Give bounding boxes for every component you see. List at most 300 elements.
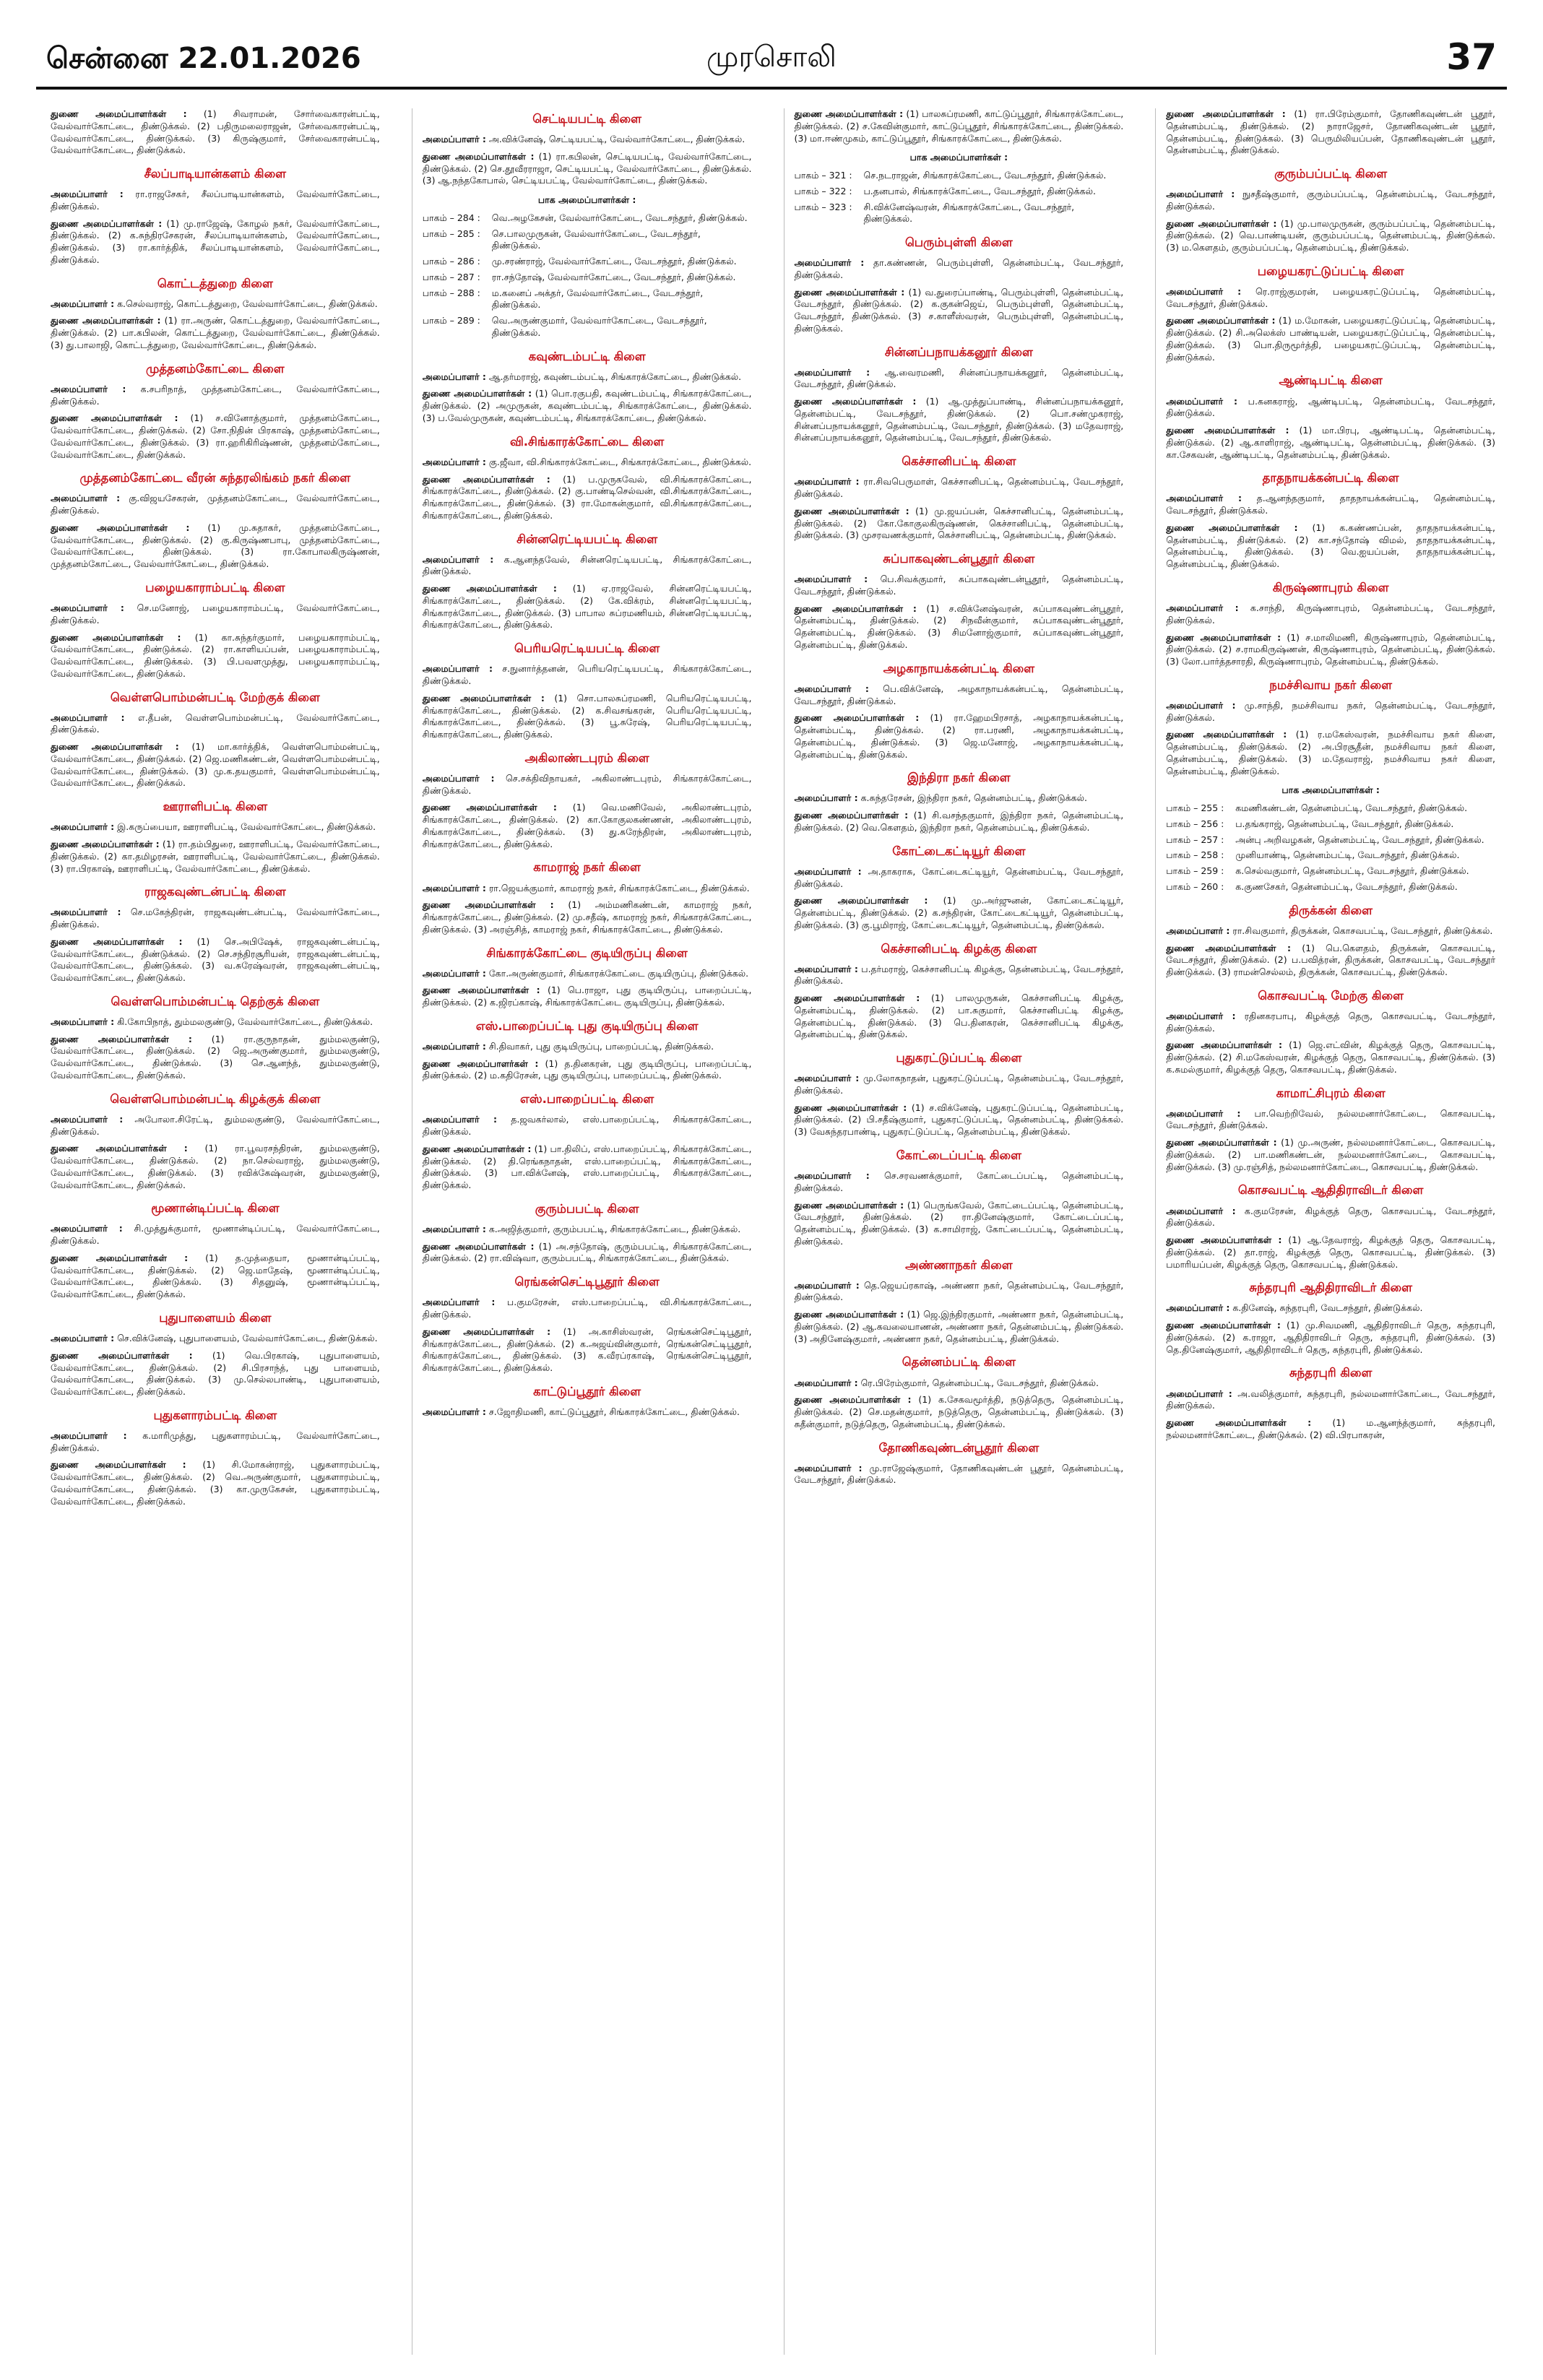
member-names: சி.முத்துக்குமார், மூணான்டிப்பட்டி, வேல்வார்கோட்டை, திண்டுக்கல். <box>51 1223 380 1247</box>
branch-title: கோட்டைப்பட்டி கிளை <box>896 1148 1022 1162</box>
role-label: துணை அமைப்பாளர்கள் : <box>794 505 909 516</box>
branch-title: தென்னம்பட்டி கிளை <box>902 1355 1016 1369</box>
branch-section <box>795 1440 1124 1487</box>
member-names: க.அஜித்குமார், குரும்பபட்டி, சிங்காரக்கோட்டை, திண்டுக்கல். <box>488 1223 741 1234</box>
branch-section <box>1166 903 1495 979</box>
branch-section <box>51 1200 380 1301</box>
member-entry <box>423 388 752 424</box>
role-label: அமைப்பாளர் : <box>422 772 495 784</box>
role-label: துணை அமைப்பாளர்கள் : <box>51 412 178 424</box>
role-label: அமைப்பாளர் : <box>51 1333 115 1344</box>
member-names: கு.ஜீவா, வி.சிங்காரக்கோட்டை, சிங்காரக்கோட்டை, திண்டுக்கல். <box>488 456 752 467</box>
role-label: அமைப்பாளர் : <box>794 1170 870 1182</box>
member-names: (1) ரா.கபிலன், செட்டியபட்டி, வேல்வார்கோட்டை, திண்டுக்கல். (2) செ.தூவீரராஜா, செட்டியபட்டி, வேல்வார்கோட்டை, திண்டுக்கல். (3) ஆ.நந்தகோபால், செட்டியபட்டி, வேல்வார்கோட்டை, திண்டுக்கல். <box>422 150 752 186</box>
branch-title: ரெங்கன்செட்டிபூதூர் கிளை <box>514 1275 660 1289</box>
member-entry <box>1166 602 1495 627</box>
booth-coordinators-heading: பாக அமைப்பாளர்கள் : <box>1281 784 1380 796</box>
branch-section <box>1166 1280 1495 1356</box>
role-label: துணை அமைப்பாளர்கள் : <box>422 1143 532 1154</box>
member-names: (1) ஆ.தேவராஜ், கிழக்குத் தெரு, கொசவபட்டி, திண்டுக்கல். (2) தா.ராஜ், கிழக்குத் தெரு, கொசவபட்டி, திண்டுக்கல். (3) பமாரியப்பன், கிழக்குத் தெரு, கொசவபட்டி, திண்டுக்கல். <box>1166 1234 1495 1270</box>
role-label: துணை அமைப்பாளர்கள் : <box>51 315 161 326</box>
branch-section <box>795 844 1124 932</box>
booth-coordinator: வெ.அருண்குமார், வேல்வார்கோட்டை, வேடசந்தூர், திண்டுக்கல். <box>491 315 707 338</box>
member-names: கோ.அருண்குமார், சிங்காரக்கோட்டை குடியிருப்பு, திண்டுக்கல். <box>488 967 749 979</box>
role-label: துணை அமைப்பாளர்கள் : <box>422 802 557 813</box>
role-label: அமைப்பாளர் : <box>51 1113 124 1125</box>
member-names: எ.தீபன், வெள்ளபொம்மன்பட்டி, வேல்வார்கோட்டை, திண்டுக்கல். <box>51 711 380 735</box>
member-names: ரா.ராஜசேகர், சீலப்பாடியான்களம், வேல்வார்கோட்டை, திண்டுக்கல். <box>51 189 380 212</box>
role-label: துணை அமைப்பாளர்கள் : <box>422 899 554 911</box>
member-entry <box>1166 189 1495 213</box>
member-names: (1) த.தினகரன், புது குடியிருப்பு, பாறைப்பட்டி, திண்டுக்கல். (2) ம.கதிரேசன், புது குடியிருப்பு, பாறைப்பட்டி, திண்டுக்கல். <box>422 1057 752 1081</box>
role-label: அமைப்பாளர் : <box>51 821 115 833</box>
member-names: மு.லோகநாதன், புதுகரட்டுப்பட்டி, தென்னம்பட்டி, வேடசந்தூர், திண்டுக்கல். <box>794 1073 1124 1096</box>
booth-number: பாகம் – 255 : <box>1166 802 1224 814</box>
member-entry <box>795 603 1124 652</box>
branch-section <box>795 108 1124 225</box>
role-label: துணை அமைப்பாளர்கள் : <box>51 935 183 947</box>
role-label: துணை அமைப்பாளர்கள் : <box>51 108 187 119</box>
member-entry <box>1166 522 1495 571</box>
member-names: (1) ச.மாலிமணி, கிருஷ்ணாபுரம், தென்னம்பட்டி, திண்டுக்கல். (2) ச.ராமகிருஷ்ணன், கிருஷ்ணாபுரம், தென்னம்பட்டி, திண்டுக்கல். (3) லோ.பார்த்தசாரதி, கிருஷ்ணாபுரம், தென்னம்பட்டி, திண்டுக்கல். <box>1166 631 1495 667</box>
branch-title: தோணிகவுண்டன்பூதூர் கிளை <box>878 1440 1040 1455</box>
branch-section <box>51 690 380 790</box>
branch-title: சுந்தரபுரி ஆதிதிராவிடர் கிளை <box>1249 1281 1413 1295</box>
member-entry <box>795 476 1124 501</box>
member-entry <box>423 456 752 469</box>
member-names: செ.சக்திவிநாயகர், அகிலாண்டபுரம், சிங்காரக்கோட்டை, திண்டுக்கல். <box>422 772 752 796</box>
member-names: (1) ஜெ.எட்வின், கிழக்குத் தெரு, கொசவபட்டி, திண்டுக்கல். (2) சி.மகேஸ்வரன், கிழக்குத் தெரு, கொசவபட்டி, திண்டுக்கல். (3) க.சுமல்குமார், கிழக்குத் தெரு, கொசவபட்டி, திண்டுக்கல். <box>1166 1039 1495 1075</box>
member-names: ரெ.ராஜ்குமரன், பழையகரட்டுப்பட்டி, தென்னம்பட்டி, வேடசந்தூர், திண்டுக்கல். <box>1166 285 1495 309</box>
member-names: பெ.சிவக்குமார், சுப்பாகவுண்டன்பூதூர், தென்னம்பட்டி, வேடசந்தூர், திண்டுக்கல். <box>794 574 1124 597</box>
branch-section <box>795 770 1124 834</box>
member-names: (1) வெ.மணிவேல், அகிலாண்டபுரம், சிங்காரக்கோட்டை, திண்டுக்கல். (2) கா.கோகுலகண்ணன், அகிலாண்டபுரம், சிங்காரக்கோட்டை, திண்டுக்கல். (3) து.சுரேந்திரன், அகிலாண்டபுரம், சிங்காரக்கோட்டை, திண்டுக்கல். <box>422 802 752 849</box>
booth-row <box>795 186 1124 198</box>
branch-title: செட்டியபட்டி கிளை <box>532 112 641 126</box>
booth-row <box>1166 849 1495 862</box>
branch-section <box>423 1091 752 1192</box>
member-names: (1) பாலசுப்ரமணி, காட்டுப்பூதூர், சிங்காரக்கோட்டை, திண்டுக்கல். (2) ச.கேவின்குமார், காட்டுப்பூதூர், சிங்காரக்கோட்டை, திண்டுக்கல். (3) மா.ஈண்முகம், காட்டுப்பூதூர், சிங்காரக்கோட்டை, திண்டுக்கல். <box>794 108 1124 144</box>
role-label: அமைப்பாளர் : <box>422 1297 496 1308</box>
booth-number: பாகம் – 321 : <box>794 170 852 181</box>
role-label: அமைப்பாளர் : <box>422 371 486 382</box>
member-names: க.சுந்தரேசன், இந்திரா நகர், தென்னம்பட்டி, திண்டுக்கல். <box>860 792 1088 804</box>
member-entry <box>795 683 1124 708</box>
member-names: (1) ரா.ஹேமபிரசாத், அழகாநாயக்கன்பட்டி, தென்னம்பட்டி, திண்டுக்கல். (2) ரா.பரணி, அழகாநாயக்கன்பட்டி, தென்னம்பட்டி, திண்டுக்கல். (3) ஜெ.மனோஜ், அழகாநாயக்கன்பட்டி, தென்னம்பட்டி, திண்டுக்கல். <box>794 712 1124 760</box>
member-entry <box>1166 218 1495 254</box>
role-label: அமைப்பாளர் : <box>422 456 486 467</box>
member-entry <box>795 1073 1124 1097</box>
branch-section <box>51 166 380 267</box>
role-label: அமைப்பாளர் : <box>794 366 870 378</box>
member-entry <box>423 968 752 980</box>
branch-title: புதுபாளையம் கிளை <box>159 1310 272 1325</box>
role-label: துணை அமைப்பாளர்கள் : <box>51 1349 193 1361</box>
member-entry <box>423 693 752 741</box>
branch-section <box>423 349 752 425</box>
role-label: துணை அமைப்பாளர்கள் : <box>794 992 920 1004</box>
branch-section <box>795 235 1124 335</box>
branch-title: காட்டுப்பூதூர் கிளை <box>533 1384 641 1398</box>
member-names: க.மாரிமுத்து, புதுகளாரம்பட்டி, வேல்வார்கோட்டை, திண்டுக்கல். <box>51 1429 380 1453</box>
member-names: (1) ஏ.ராஜவேல், சின்னரெட்டியபட்டி, சிங்காரக்கோட்டை, திண்டுக்கல். (2) கே.விக்ரம், சின்னரெட்டியபட்டி, சிங்காரக்கோட்டை, திண்டுக்கல். (3) பாபால சுப்ரமணியம், சின்னரெட்டியபட்டி, சிங்காரக்கோட்டை, திண்டுக்கல். <box>422 583 752 631</box>
branch-title: திருக்கன் கிளை <box>1289 903 1373 917</box>
member-names: ரெ.பிரேம்குமார், தென்னம்பட்டி, வேடசந்தூர், திண்டுக்கல். <box>860 1377 1099 1388</box>
member-entry <box>423 1406 752 1419</box>
member-entry <box>1166 632 1495 668</box>
booth-coordinator: வெ.அழகேசன், வேல்வார்கோட்டை, வேடசந்தூர், திண்டுக்கல். <box>491 212 748 223</box>
role-label: அமைப்பாளர் : <box>422 553 494 565</box>
branch-title: சுப்பாகவுண்டன்பூதூர் கிளை <box>883 552 1035 566</box>
booth-row <box>795 170 1124 182</box>
member-entry <box>51 1333 380 1345</box>
member-entry <box>51 412 380 461</box>
member-entry <box>1166 943 1495 979</box>
member-entry <box>1166 425 1495 461</box>
member-entry <box>51 1034 380 1082</box>
booth-coordinator: க.செல்வகுமார், தென்னம்பட்டி, வேடசந்தூர், திண்டுக்கல். <box>1235 865 1469 877</box>
branch-title: கவுண்டம்பட்டி கிளை <box>528 349 646 363</box>
booth-coordinators-heading: பாக அமைப்பாளர்கள் : <box>537 194 636 206</box>
member-names: (1) அம்மணிகண்டன், காமராஜ் நகர், சிங்காரக்கோட்டை, திண்டுக்கல். (2) மு.சதீஷ், காமராஜ் நகர், சிங்காரக்கோட்டை, திண்டுக்கல். (3) அரஞ்சித், காமராஜ் நகர், சிங்காரக்கோட்டை, திண்டுக்கல். <box>422 899 752 935</box>
booth-number: பாகம் – 288 : <box>422 287 480 298</box>
role-label: துணை அமைப்பாளர்கள் : <box>794 1309 904 1320</box>
role-label: துணை அமைப்பாளர்கள் : <box>51 522 190 533</box>
member-entry <box>1166 493 1495 517</box>
branch-section <box>1166 580 1495 668</box>
role-label: துணை அமைப்பாளர்கள் : <box>1166 217 1277 229</box>
member-entry <box>1166 396 1495 420</box>
member-entry <box>423 1224 752 1236</box>
member-entry <box>1166 1011 1495 1035</box>
member-names: (1) ரா.தம்பிதுரை, ஊராளிபட்டி, வேல்வார்கோட்டை, திண்டுக்கல். (2) கா.தமிழரசன், ஊராளிபட்டி, வேல்வார்கோட்டை, திண்டுக்கல். (3) ரா.பிரகாஷ், ஊராளிபட்டி, வேல்வார்கோட்டை, திண்டுக்கல். <box>51 839 380 874</box>
branch-section <box>423 860 752 935</box>
member-entry <box>423 985 752 1009</box>
member-names: செ.மகேந்திரன், ராஜகவுண்டன்பட்டி, வேல்வார்கோட்டை, திண்டுக்கல். <box>51 906 380 930</box>
branch-title: புதுகரட்டுப்பட்டி கிளை <box>896 1051 1022 1065</box>
role-label: அமைப்பாளர் : <box>794 1073 860 1084</box>
role-label: அமைப்பாளர் : <box>794 1279 860 1291</box>
member-names: (1) ஜெ.இந்திரகுமார், அண்ணா நகர், தென்னம்பட்டி, திண்டுக்கல். (2) ஆ.கவலையாணன், அண்ணா நகர், தென்னம்பட்டி, திண்டுக்கல். (3) அதினேஷ்குமார், அண்ணா நகர், தென்னம்பட்டி, திண்டுக்கல். <box>794 1309 1124 1344</box>
role-label: துணை அமைப்பாளர்கள் : <box>794 712 920 724</box>
role-label: துணை அமைப்பாளர்கள் : <box>422 150 535 162</box>
member-entry <box>795 1170 1124 1195</box>
member-entry <box>423 1297 752 1321</box>
branch-title: புதுகளாரம்பட்டி கிளை <box>153 1408 277 1422</box>
role-label: துணை அமைப்பாளர்கள் : <box>51 741 179 753</box>
member-names: செ.சரவணக்குமார், கோட்டைப்பட்டி, தென்னம்பட்டி, திண்டுக்கல். <box>794 1170 1124 1193</box>
booth-number: பாகம் – 287 : <box>422 271 480 282</box>
member-names: (1) ம.ஆனந்த்குமார், சுந்தரபுரி, நல்லமனார்கோட்டை, திண்டுக்கல். (2) வி.பிரபாகரன், <box>1166 1417 1495 1440</box>
booth-number: பாகம் – 289 : <box>422 315 480 326</box>
member-names: பெ.விக்னேஷ், அழகாநாயக்கன்பட்டி, தென்னம்பட்டி, வேடசந்தூர், திண்டுக்கல். <box>794 683 1124 706</box>
member-names: செ.விக்னேஷ், புதுபாளையம், வேல்வார்கோட்டை, திண்டுக்கல். <box>117 1333 378 1344</box>
member-entry <box>423 1143 752 1192</box>
branch-section <box>795 661 1124 761</box>
branch-title: குரும்பப்பட்டி கிளை <box>1274 167 1388 181</box>
member-names: (1) பொ.ரகுபதி, கவுண்டம்பட்டி, சிங்காரக்கோட்டை, திண்டுக்கல். (2) அமுருகன், கவுண்டம்பட்டி, சிங்காரக்கோட்டை, திண்டுக்கல். (3) ப.வேல்முருகன், கவுண்டம்பட்டி, சிங்காரக்கோட்டை, திண்டுக்கல். <box>422 388 752 423</box>
member-entry <box>795 810 1124 834</box>
branch-title: வெள்ளபொம்மன்பட்டி மேற்குக் கிளை <box>110 690 320 704</box>
branch-title: இந்திரா நகர் கிளை <box>907 771 1011 785</box>
booth-row <box>423 228 752 253</box>
member-entry <box>51 384 380 408</box>
member-entry <box>795 1309 1124 1345</box>
role-label: துணை அமைப்பாளர்கள் : <box>794 602 917 614</box>
member-names: (1) ப.முருகவேல், வி.சிங்காரக்கோட்டை, சிங்காரக்கோட்டை, திண்டுக்கல். (2) கு.பாண்டிசெல்வன், வி.சிங்காரக்கோட்டை, சிங்காரக்கோட்டை, திண்டுக்கல். (3) ரா.மோகன்குமார், வி.சிங்காரக்கோட்டை, சிங்காரக்கோட்டை, திண்டுக்கல். <box>422 473 752 521</box>
role-label: அமைப்பாளர் : <box>51 1429 127 1441</box>
member-names: த.ஆனந்தகுமார், தாதநாயக்கன்பட்டி, தென்னம்பட்டி, வேடசந்தூர், திண்டுக்கல். <box>1166 493 1495 516</box>
member-entry <box>51 522 380 571</box>
booth-coordinator: கமணிகண்டன், தென்னம்பட்டி, வேடசந்தூர், திண்டுக்கல். <box>1235 802 1468 814</box>
branch-section <box>51 361 380 462</box>
member-names: (1) க.கண்ணப்பன், தாதநாயக்கன்பட்டி, தென்னம்பட்டி, திண்டுக்கல். (2) கா.சந்தோஷ் விமல், தாதநாயக்கன்பட்டி, தென்னம்பட்டி, திண்டுக்கல். (3) வெ.ஐயப்பன், தாதநாயக்கன்பட்டி, தென்னம்பட்டி, திண்டுக்கல். <box>1166 522 1495 570</box>
branch-title: நமச்சிவாய நகர் கிளை <box>1269 678 1392 692</box>
member-entry <box>1166 286 1495 311</box>
member-entry <box>423 474 752 522</box>
member-entry <box>1166 1206 1495 1230</box>
member-names: ஆ.தர்மராஜ், கவுண்டம்பட்டி, சிங்காரக்கோட்டை, திண்டுக்கல். <box>488 371 742 382</box>
member-entry <box>423 583 752 631</box>
role-label: அமைப்பாளர் : <box>422 1040 486 1052</box>
member-names: க.சாந்தி, கிருஷ்ணாபுரம், தென்னம்பட்டி, வேடசந்தூர், திண்டுக்கல். <box>1166 602 1495 626</box>
member-names: (1) அ.காசிஸ்வரன், ரெங்கன்செட்டிபூதூர், சிங்காரக்கோட்டை, திண்டுக்கல். (2) க.அஜய்வின்குமார், ரெங்கன்செட்டிபூதூர், சிங்காரக்கோட்டை, திண்டுக்கல். (3) க.வீரப்ரகாஷ், ரெங்கன்செட்டிபூதூர், சிங்காரக்கோட்டை, திண்டுக்கல். <box>422 1325 752 1374</box>
branch-section <box>795 1050 1124 1138</box>
booth-coordinator: அன்பு அறிவழகன், தென்னம்பட்டி, வேடசந்தூர், திண்டுக்கல். <box>1235 834 1484 845</box>
member-entry <box>795 1377 1124 1390</box>
role-label: துணை அமைப்பாளர்கள் : <box>422 1240 535 1252</box>
member-entry <box>51 936 380 985</box>
member-names: (1) த.முத்தையா, மூணான்டிப்பட்டி, வேல்வார்கோட்டை, திண்டுக்கல். (2) ஜெ.மாதேஷ், மூணான்டிப்பட்டி, வேல்வார்கோட்டை, திண்டுக்கல். (3) சிதனுஷ், மூணான்டிப்பட்டி, வேல்வார்கோட்டை, திண்டுக்கல். <box>51 1252 380 1300</box>
member-entry <box>795 574 1124 598</box>
role-label: துணை அமைப்பாளர்கள் : <box>794 1102 907 1113</box>
branch-section <box>795 941 1124 1042</box>
branch-section <box>423 750 752 851</box>
role-label: துணை அமைப்பாளர்கள் : <box>422 583 557 594</box>
branch-section <box>795 1148 1124 1248</box>
member-entry <box>51 189 380 213</box>
member-entry <box>1166 1234 1495 1271</box>
role-label: துணை அமைப்பாளர்கள் : <box>794 1199 904 1211</box>
member-names: அ.விக்னேஷ், செட்டியபட்டி, வேல்வார்கோட்டை, திண்டுக்கல். <box>488 134 745 145</box>
member-names: (1) சி.வசந்தகுமார், இந்திரா நகர், தென்னம்பட்டி, திண்டுக்கல். (2) வெ.கௌதம், இந்திரா நகர், தென்னம்பட்டி, திண்டுக்கல். <box>794 810 1124 833</box>
booth-row <box>1166 865 1495 878</box>
role-label: துணை அமைப்பாளர்கள் : <box>1166 631 1281 643</box>
member-entry <box>423 1326 752 1375</box>
role-label: அமைப்பாளர் : <box>1166 1107 1241 1119</box>
member-names: ச.ஜோதிமணி, காட்டுப்பூதூர், சிங்காரக்கோட்டை, திண்டுக்கல். <box>488 1406 740 1417</box>
member-entry <box>795 712 1124 761</box>
member-entry <box>423 554 752 579</box>
branch-section <box>51 470 380 571</box>
role-label: அமைப்பாளர் : <box>51 189 124 200</box>
member-names: ரா.சிவபெருமாள், கெச்சானிபட்டி, தென்னம்பட்டி, வேடசந்தூர், திண்டுக்கல். <box>794 476 1124 500</box>
branch-section <box>423 945 752 1009</box>
member-entry <box>51 218 380 267</box>
branch-section <box>51 276 380 352</box>
booth-row <box>1166 881 1495 893</box>
branch-section <box>423 111 752 339</box>
column-3 <box>784 108 1124 2355</box>
role-label: அமைப்பாளர் : <box>51 383 126 394</box>
member-entry <box>1166 1388 1495 1413</box>
member-names: (1) ச.வினோத்குமார், முத்தனம்கோட்டை, வேல்வார்கோட்டை, திண்டுக்கல். (2) சோ.நிதின் பிரகாஷ், முத்தனம்கோட்டை, வேல்வார்கோட்டை, திண்டுக்கல். (3) ரா.ஹரிகிரிஷ்ணன், முத்தனம்கோட்டை, வேல்வார்கோட்டை, திண்டுக்கல். <box>51 412 380 460</box>
member-names: (1) ரா.பிரேம்குமார், தோணிகவுண்டன் பூதூர், தென்னம்பட்டி, திண்டுக்கல். (2) நாராஜேசர், தோணிகவுண்டன் பூதூர், தென்னம்பட்டி, திண்டுக்கல். (3) பெருமிலியப்பன், தோணிகவுண்டன் பூதூர், தென்னம்பட்டி, திண்டுக்கல். <box>1166 108 1495 156</box>
member-entry <box>51 1350 380 1398</box>
booth-number: பாகம் – 285 : <box>422 228 480 239</box>
branch-title: கெச்சானிபட்டி கிழக்கு கிளை <box>881 941 1037 956</box>
branch-section <box>1166 678 1495 893</box>
booth-row <box>423 287 752 312</box>
role-label: அமைப்பாளர் : <box>1166 602 1239 614</box>
booth-row <box>423 315 752 339</box>
role-label: அமைப்பாளர் : <box>422 134 486 145</box>
role-label: துணை அமைப்பாளர்கள் : <box>422 1325 551 1337</box>
role-label: துணை அமைப்பாளர்கள் : <box>794 108 904 119</box>
role-label: அமைப்பாளர் : <box>51 1016 115 1027</box>
booth-row <box>1166 802 1495 815</box>
member-names: (1) மு.ராஜேஷ், கோழல் நகர், வேல்வார்கோட்டை, திண்டுக்கல். (2) க.சுந்திரசேகரன், சீலப்பாடியான்களம், வேல்வார்கோட்டை, திண்டுக்கல். (3) ரா.கார்த்திக், சீலப்பாடியான்களம், வேல்வார்கோட்டை, திண்டுக்கல். <box>51 217 380 265</box>
member-names: ப.குமரேசன், எஸ்.பாறைப்பட்டி, வி.சிங்காரக்கோட்டை, திண்டுக்கல். <box>422 1297 752 1320</box>
member-entry <box>51 1223 380 1247</box>
member-names: தா.கண்ணன், பெரும்புள்ளி, தென்னம்பட்டி, வேடசந்தூர், திண்டுக்கல். <box>794 257 1124 280</box>
role-label: துணை அமைப்பாளர்கள் : <box>51 1252 189 1263</box>
branch-title: மூணான்டிப்பட்டி கிளை <box>151 1201 280 1216</box>
member-names: (1) பெ.கௌதம், திருக்கன், கொசவபட்டி, வேடசந்தூர், திண்டுக்கல். (2) ப.பவித்ரன், திருக்கன், கொசவபட்டி, வேடசந்தூர் திண்டுக்கல். (3) ராமன்செல்லம், திருக்கன், கொசவபட்டி, திண்டுக்கல். <box>1166 942 1495 978</box>
role-label: துணை அமைப்பாளர்கள் : <box>51 1033 192 1044</box>
booth-row <box>423 256 752 268</box>
member-names: (1) வெ.பிரகாஷ், புதுபாளையம், வேல்வார்கோட்டை, திண்டுக்கல். (2) சி.பிரசாந்த், புது பாளையம், வேல்வார்கோட்டை, திண்டுக்கல். (3) மு.செல்லபாண்டி, புதுபாளையம், வேல்வார்கோட்டை, திண்டுக்கல். <box>51 1349 380 1398</box>
member-entry <box>795 992 1124 1041</box>
branch-title: வெள்ளபொம்மன்பட்டி கிழக்குக் கிளை <box>110 1091 321 1106</box>
role-label: அமைப்பாளர் : <box>1166 1205 1236 1216</box>
branch-title: முத்தனம்கோட்டை கிளை <box>146 361 285 376</box>
booth-coordinator: ப.தங்கராஜ், தென்னம்பட்டி, வேடசந்தூர், திண்டுக்கல். <box>1235 818 1454 829</box>
member-entry <box>51 1016 380 1029</box>
branch-title: முத்தனம்கோட்டை வீரன் சுந்தரலிங்கம் நகர் கிளை <box>79 471 351 485</box>
member-entry <box>51 821 380 834</box>
member-names: (1) செ.அபிஷேக், ராஜகவுண்டன்பட்டி, வேல்வார்கோட்டை, திண்டுக்கல். (2) செ.சந்திரசூரியன், ராஜகவுண்டன்பட்டி, வேல்வார்கோட்டை, திண்டுக்கல். (3) வ.சுரேஷ்வரன், ராஜகவுண்டன்பட்டி, வேல்வார்கோட்டை, திண்டுக்கல். <box>51 935 380 984</box>
member-names: (1) க.சேகவமூர்த்தி, நடுத்தெரு, தென்னம்பட்டி, திண்டுக்கல். (2) செ.மதன்குமார், நடுத்தெரு, தென்னம்பட்டி, திண்டுக்கல். (3) சுதீன்குமார், நடுத்தெரு, தென்னம்பட்டி, திண்டுக்கல். <box>794 1394 1124 1429</box>
date-line: சென்னை 22.01.2026 <box>46 42 361 75</box>
branch-section <box>51 580 380 680</box>
branch-section <box>51 994 380 1082</box>
role-label: துணை அமைப்பாளர்கள் : <box>422 692 545 704</box>
column-1 <box>51 108 380 2355</box>
branch-section <box>423 434 752 522</box>
branch-title: அழகாநாயக்கன்பட்டி கிளை <box>883 661 1035 675</box>
role-label: அமைப்பாளர் : <box>51 602 124 614</box>
booth-number: பாகம் – 258 : <box>1166 849 1224 861</box>
role-label: துணை அமைப்பாளர்கள் : <box>51 1459 186 1471</box>
member-names: க.தினேஷ், சுந்தரபுரி, வேடசந்தூர், திண்டுக்கல். <box>1232 1302 1423 1314</box>
role-label: அமைப்பாளர் : <box>1166 189 1235 200</box>
member-entry <box>795 506 1124 542</box>
member-entry <box>423 1058 752 1083</box>
branch-section <box>1166 373 1495 461</box>
branch-section <box>51 1408 380 1508</box>
role-label: அமைப்பாளர் : <box>794 1377 858 1388</box>
member-names: (1) பாலமுருகன், கெச்சானிபட்டி கிழக்கு, தென்னம்பட்டி, திண்டுக்கல். (2) பா.சுகுமார், கெச்சானிபட்டி கிழக்கு, தென்னம்பட்டி, திண்டுக்கல். (3) பெ.தினகரன், கெச்சானிபட்டி கிழக்கு, தென்னம்பட்டி, திண்டுக்கல். <box>794 992 1124 1040</box>
member-entry <box>1166 108 1495 157</box>
role-label: துணை அமைப்பாளர்கள் : <box>1166 1320 1281 1331</box>
member-names: (1) பெருங்கவேல், கோட்டைப்பட்டி, தென்னம்பட்டி, வேடசந்தூர், திண்டுக்கல். (2) ரா.தினேஷ்குமார், கோட்டைப்பட்டி, தென்னம்பட்டி, திண்டுக்கல். (3) க.சாமிராஜ், கோட்டைப்பட்டி, தென்னம்பட்டி, திண்டுக்கல். <box>794 1199 1124 1247</box>
branch-section <box>1166 108 1495 157</box>
booth-coordinator: செ.நடராஜன், சிங்காரக்கோட்டை, வேடசந்தூர், திண்டுக்கல். <box>863 170 1107 181</box>
member-names: (1) பெ.ராஜா, புது குடியிருப்பு, பாறைப்பட்டி, திண்டுக்கல். (2) க.ஜிரப்காஷ், சிங்காரக்கோட்டை குடியிருப்பு, திண்டுக்கல். <box>422 985 752 1008</box>
branch-title: சின்னப்பநாயக்கனூர் கிளை <box>884 345 1033 359</box>
member-entry <box>1166 1302 1495 1315</box>
member-entry <box>795 367 1124 391</box>
member-names: மு.சாந்தி, நமச்சிவாய நகர், தென்னம்பட்டி, வேடசந்தூர், திண்டுக்கல். <box>1166 699 1495 723</box>
role-label: அமைப்பாளர் : <box>1166 699 1236 711</box>
role-label: துணை அமைப்பாளர்கள் : <box>51 839 160 850</box>
role-label: துணை அமைப்பாளர்கள் : <box>1166 942 1292 953</box>
member-entry <box>795 866 1124 891</box>
booth-coordinator: சி.விக்னேஷ்வரன், சிங்காரக்கோட்டை, வேடசந்தூர், திண்டுக்கல். <box>863 201 1075 225</box>
member-entry <box>423 151 752 187</box>
member-entry <box>795 1200 1124 1248</box>
member-entry <box>423 1241 752 1265</box>
branch-title: அண்ணாநகர் கிளை <box>905 1258 1013 1272</box>
branch-title: கொட்டத்துறை கிளை <box>157 276 273 290</box>
member-entry <box>423 802 752 850</box>
member-names: ஆ.வைரமணி, சின்னப்பநாயக்கனூர், தென்னம்பட்டி, வேடசந்தூர், திண்டுக்கல். <box>794 366 1124 390</box>
member-entry <box>1166 315 1495 363</box>
member-entry <box>795 108 1124 144</box>
branch-title: பெரியரெட்டியபட்டி கிளை <box>514 641 660 656</box>
member-entry <box>51 1430 380 1455</box>
member-entry <box>795 287 1124 335</box>
branch-section <box>423 1201 752 1265</box>
masthead <box>36 29 1507 87</box>
branch-section <box>795 551 1124 652</box>
member-names: கி.கோபிநாத், தும்மலகுண்டு, வேல்வார்கோட்டை, திண்டுக்கல். <box>117 1016 373 1027</box>
member-names: (1) மு.சுதாகர், முத்தனம்கோட்டை, வேல்வார்கோட்டை, திண்டுக்கல். (2) கு.கிருஷ்ணபாபு, முத்தனம்கோட்டை, வேல்வார்கோட்டை, திண்டுக்கல். (3) ரா.கோபாலகிருஷ்ணன், முத்தனம்கோட்டை, வேல்வார்கோட்டை, திண்டுக்கல். <box>51 522 380 570</box>
role-label: துணை அமைப்பாளர்கள் : <box>51 631 181 643</box>
member-entry <box>51 632 380 680</box>
booth-number: பாகம் – 284 : <box>422 212 480 223</box>
role-label: அமைப்பாளர் : <box>1166 925 1230 936</box>
member-names: (1) மா.கார்த்திக், வெள்ளபொம்மன்பட்டி, வேல்வார்கோட்டை, திண்டுக்கல். (2) ஜெ.மணிகண்டன், வெள்ளபொம்மன்பட்டி, வேல்வார்கோட்டை, திண்டுக்கல். (3) மு.க.தயகுமார், வெள்ளபொம்மன்பட்டி, வேல்வார்கோட்டை, திண்டுக்கல். <box>51 741 380 789</box>
member-entry <box>1166 1320 1495 1356</box>
member-entry <box>423 773 752 797</box>
role-label: துணை அமைப்பாளர்கள் : <box>51 217 163 229</box>
role-label: துணை அமைப்பாளர்கள் : <box>1166 1039 1282 1051</box>
role-label: துணை அமைப்பாளர்கள் : <box>794 810 909 821</box>
branch-title: எஸ்.பாறைப்பட்டி புது குடியிருப்பு கிளை <box>475 1018 699 1033</box>
booth-number: பாகம் – 259 : <box>1166 865 1224 877</box>
branch-section <box>1166 470 1495 571</box>
member-names: ரா.ஜெயக்குமார், காமராஜ் நகர், சிங்காரக்கோட்டை, திண்டுக்கல். <box>488 882 750 893</box>
role-label: அமைப்பாளர் : <box>1166 1302 1230 1314</box>
member-entry <box>795 257 1124 282</box>
role-label: அமைப்பாளர் : <box>422 1114 498 1125</box>
member-entry <box>51 602 380 627</box>
branch-section <box>795 1258 1124 1346</box>
branch-section <box>795 1354 1124 1430</box>
branch-title: கொசவபட்டி மேற்கு கிளை <box>1258 988 1404 1003</box>
member-names: (1) மா.பிரபு, ஆண்டிபட்டி, தென்னம்பட்டி, திண்டுக்கல். (2) ஆ.காளிராஜ், ஆண்டிபட்டி, தென்னம்பட்டி, திண்டுக்கல். (3) கா.சேகவன், ஆண்டிபட்டி, தென்னம்பட்டி, திண்டுக்கல். <box>1166 425 1495 460</box>
role-label: துணை அமைப்பாளர்கள் : <box>1166 522 1298 533</box>
branch-title: ஊராளிபட்டி கிளை <box>163 800 268 814</box>
member-entry <box>1166 1108 1495 1133</box>
member-entry <box>51 493 380 517</box>
role-label: அமைப்பாளர் : <box>1166 395 1238 407</box>
booth-row <box>423 212 752 225</box>
member-names: இ.கருப்பையா, ஊராளிபட்டி, வேல்வார்கோட்டை, திண்டுக்கல். <box>117 821 376 833</box>
member-entry <box>795 1394 1124 1430</box>
